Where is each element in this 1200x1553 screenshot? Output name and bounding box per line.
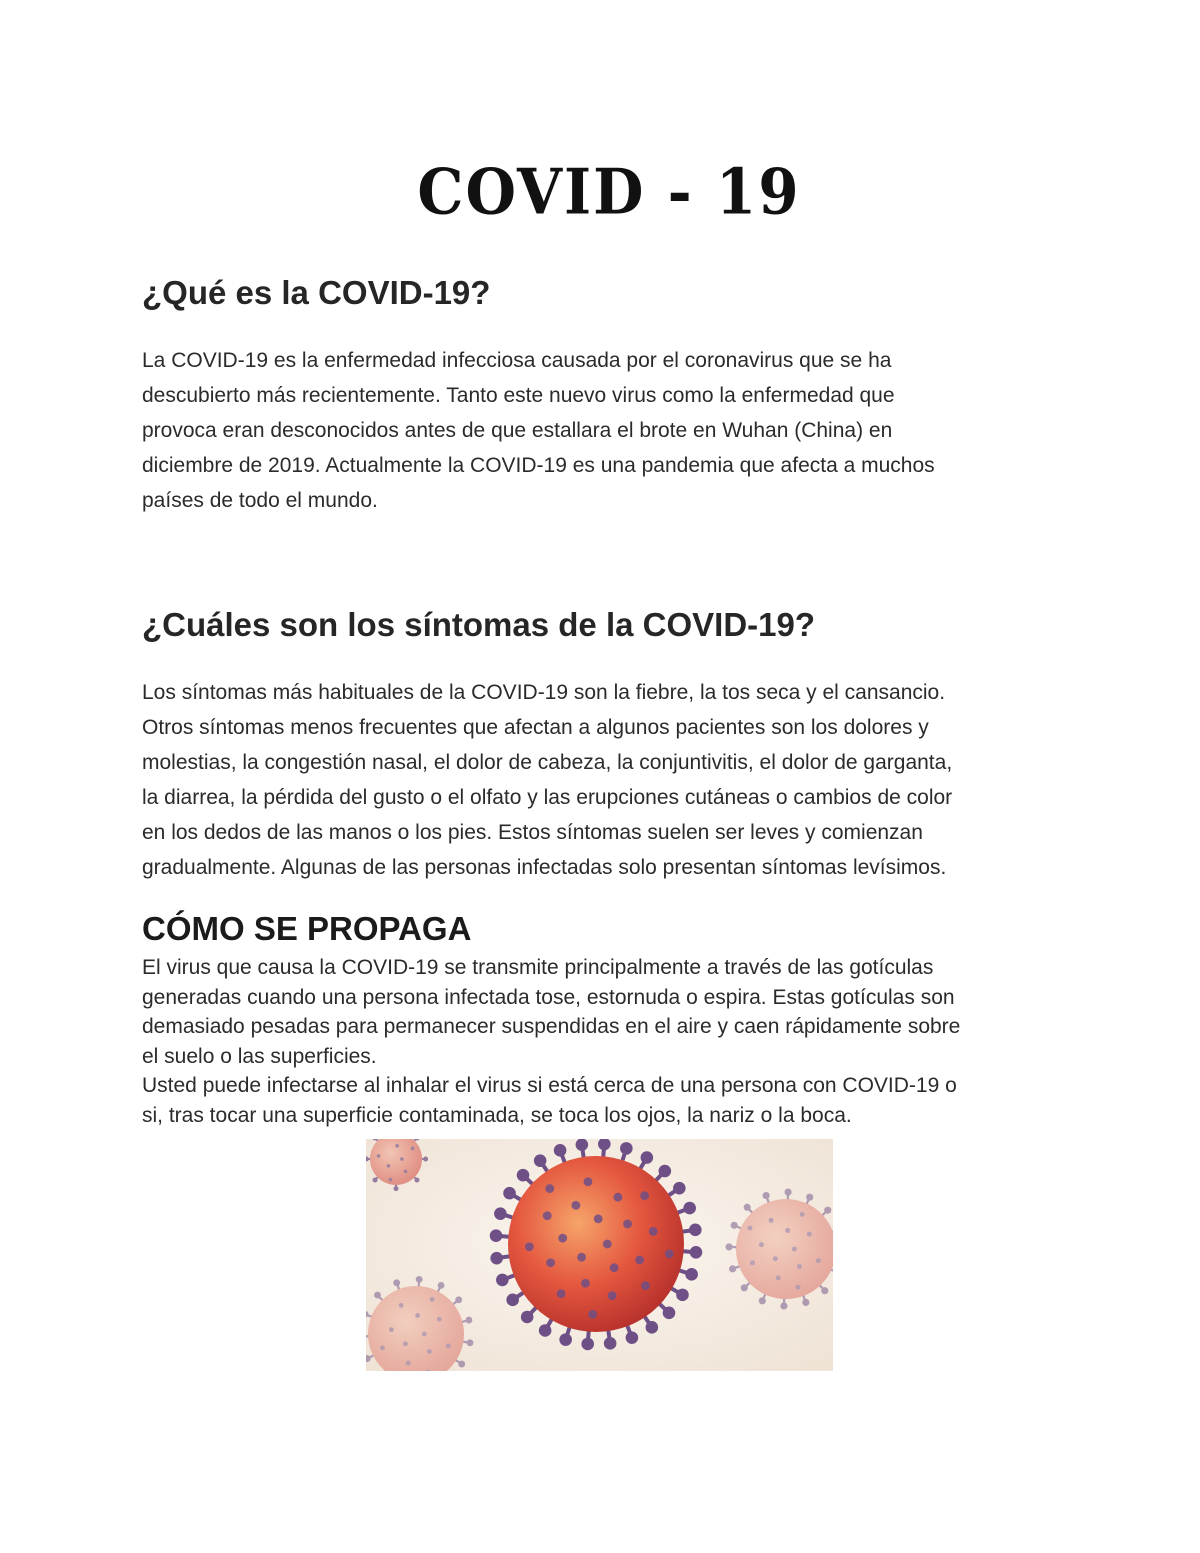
section-paragraph-spread [142,953,1072,1130]
paragraph-line: diciembre de 2019. Actualmente la COVID-19 es una pandemia que afecta a muchos [142,454,935,477]
paragraph-line: Usted puede infectarse al inhalar el virus si está cerca de una persona con COVID-19 o [142,1074,957,1097]
paragraph-line: el suelo o las superficies. [142,1044,377,1068]
paragraph-line: La COVID-19 es la enfermedad infecciosa causada por el coronavirus que se ha [142,349,892,372]
paragraph-line: si, tras tocar una superficie contaminada, se toca los ojos, la nariz o la boca. [142,1103,852,1127]
paragraph-line: El virus que causa la COVID-19 se transmite principalmente a través de las gotículas [142,956,934,979]
paragraph-line: molestias, la congestión nasal, el dolor de cabeza, la conjuntivitis, el dolor de garganta, [142,751,953,774]
paragraph-line: descubierto más recientemente. Tanto este nuevo virus como la enfermedad que [142,384,895,407]
section-paragraph-what-is [142,343,1072,518]
section-heading-spread: CÓMO SE PROPAGA [142,910,472,947]
document-title: COVID - 19 [417,155,801,229]
paragraph-line: provoca eran desconocidos antes de que estallara el brote en Wuhan (China) en [142,419,893,442]
virus-particle [490,1139,703,1350]
paragraph-line: demasiado pesadas para permanecer suspendidas en el aire y caen rápidamente sobre [142,1015,961,1038]
paragraph-line: la diarrea, la pérdida del gusto o el olfato y las erupciones cutáneas o cambios de color [142,786,953,809]
section-paragraph-symptoms [142,675,1072,885]
section-heading-what-is: ¿Qué es la COVID-19? [142,274,491,311]
paragraph-line: Otros síntomas menos frecuentes que afectan a algunos pacientes son los dolores y [142,716,929,739]
paragraph-line: Los síntomas más habituales de la COVID-19 son la fiebre, la tos seca y el cansancio. [142,681,946,704]
paragraph-line: en los dedos de las manos o los pies. Estos síntomas suelen ser leves y comienzan [142,821,923,844]
paragraph-line: generadas cuando una persona infectada tose, estornuda o espira. Estas gotículas son [142,985,955,1009]
paragraph-line: gradualmente. Algunas de las personas infectadas solo presentan síntomas levísimos. [142,856,947,879]
section-heading-symptoms: ¿Cuáles son los síntomas de la COVID-19? [142,606,816,643]
paragraph-line: países de todo el mundo. [142,489,378,512]
coronavirus-illustration [366,1139,833,1371]
